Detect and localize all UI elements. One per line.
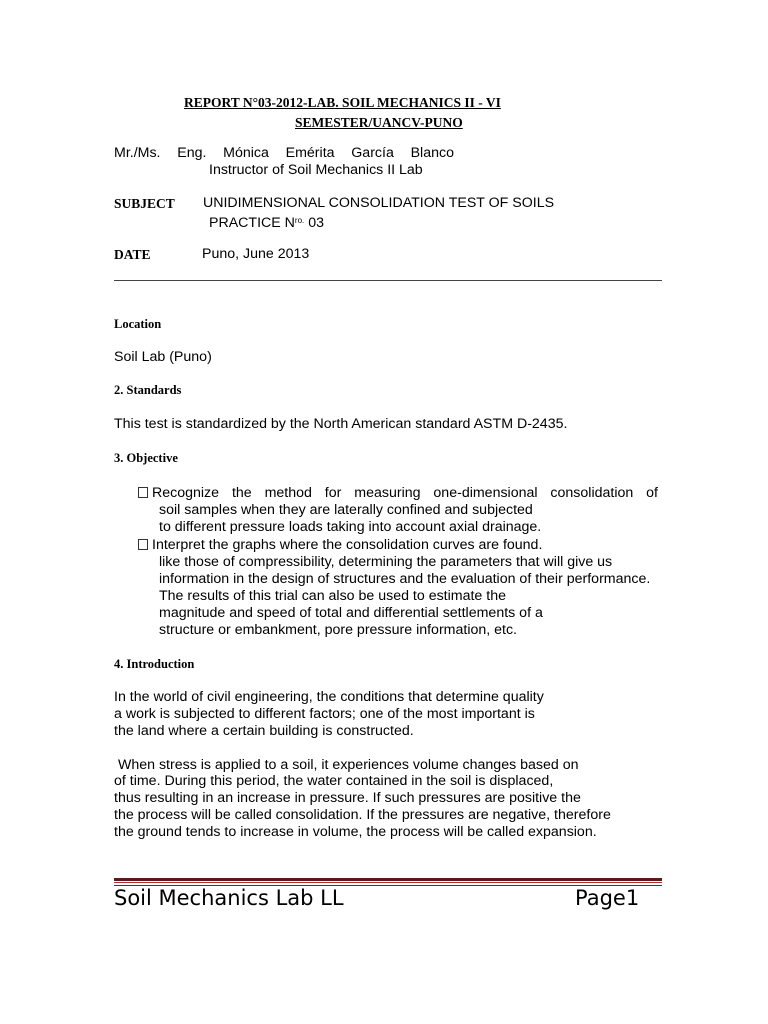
location-body: Soil Lab (Puno) [114,349,212,365]
checkbox-bullet-icon [138,539,148,550]
report-title-line1 [184,95,551,111]
objective-bullet2-line1 [138,537,542,554]
objective-bullet2-line5: magnitude and speed of total and differential settlements of a [159,605,543,621]
bullet-text: Interpret the graphs where the consolidation curves are found. [152,537,543,553]
date-value: Puno, June 2013 [202,246,310,262]
objective-bullet1-line2: soil samples when they are laterally confined and subjected [159,502,533,518]
subject-label: SUBJECT [114,196,175,211]
subject-line1: UNIDIMENSIONAL CONSOLIDATION TEST OF SOILS [203,195,555,211]
footer-band-dark [114,878,662,881]
addressee-name [114,145,454,162]
footer-band-red [114,882,662,883]
bullet-text: Recognize the method for measuring one-dimensional consolidation of [152,485,658,501]
objective-bullet2-line6: structure or embankment, pore pressure information, etc. [159,622,517,638]
header-divider [114,280,662,281]
objective-heading: 3. Objective [114,451,178,465]
name-part: Eng. [177,145,207,161]
intro-para2-line3: thus resulting in an increase in pressure. If such pressures are positive the [114,790,581,806]
intro-para1-line2: a work is subjected to different factors; one of the most important is [114,706,535,722]
intro-para2-line1: When stress is applied to a soil, it experiences volume changes based on [114,757,579,773]
standards-heading: 2. Standards [114,383,182,397]
subject-line2: PRACTICE $N^{ro.}$ 03 [209,215,324,231]
report-title-line2: SEMESTER/UANCV-PUNO [295,115,463,130]
date-label: DATE [114,247,151,262]
addressee-role: Instructor of Soil Mechanics II Lab [209,162,423,178]
name-part: García [351,145,394,161]
checkbox-bullet-icon [138,487,148,498]
intro-para1-line3: the land where a certain building is constructed. [114,723,414,739]
objective-bullet2-line4: The results of this trial can also be used to estimate the [159,588,506,604]
footer-left-text: Soil Mechanics Lab LL [114,886,344,910]
location-heading: Location [114,317,162,331]
objective-bullet2-line3: information in the design of structures and the evaluation of their performance. [159,571,651,587]
title-underline-tail [501,95,551,111]
objective-bullet1-line1 [138,485,658,502]
intro-para1-line1: In the world of civil engineering, the conditions that determine quality [114,689,544,705]
name-part: Mónica [223,145,269,161]
intro-para2-line4: the process will be called consolidation. If the pressures are negative, therefore [114,807,611,823]
intro-para2-line5: the ground tends to increase in volume, the process will be called expansion. [114,824,597,840]
standards-body: This test is standardized by the North American standard ASTM D-2435. [114,416,568,432]
intro-para2-line2: of time. During this period, the water contained in the soil is displaced, [114,773,554,789]
objective-bullet2-line2: like those of compressibility, determining the parameters that will give us [159,554,613,570]
introduction-heading: 4. Introduction [114,657,195,671]
name-part: Blanco [410,145,454,161]
name-part: Emérita [285,145,335,161]
report-title-line1-text: REPORT N°03-2012-LAB. SOIL MECHANICS II - VI [184,95,501,110]
objective-bullet1-line3: to different pressure loads taking into account axial drainage. [159,519,542,535]
name-part: Mr./Ms. [114,145,161,161]
footer-page-number: Page1 [575,886,640,910]
